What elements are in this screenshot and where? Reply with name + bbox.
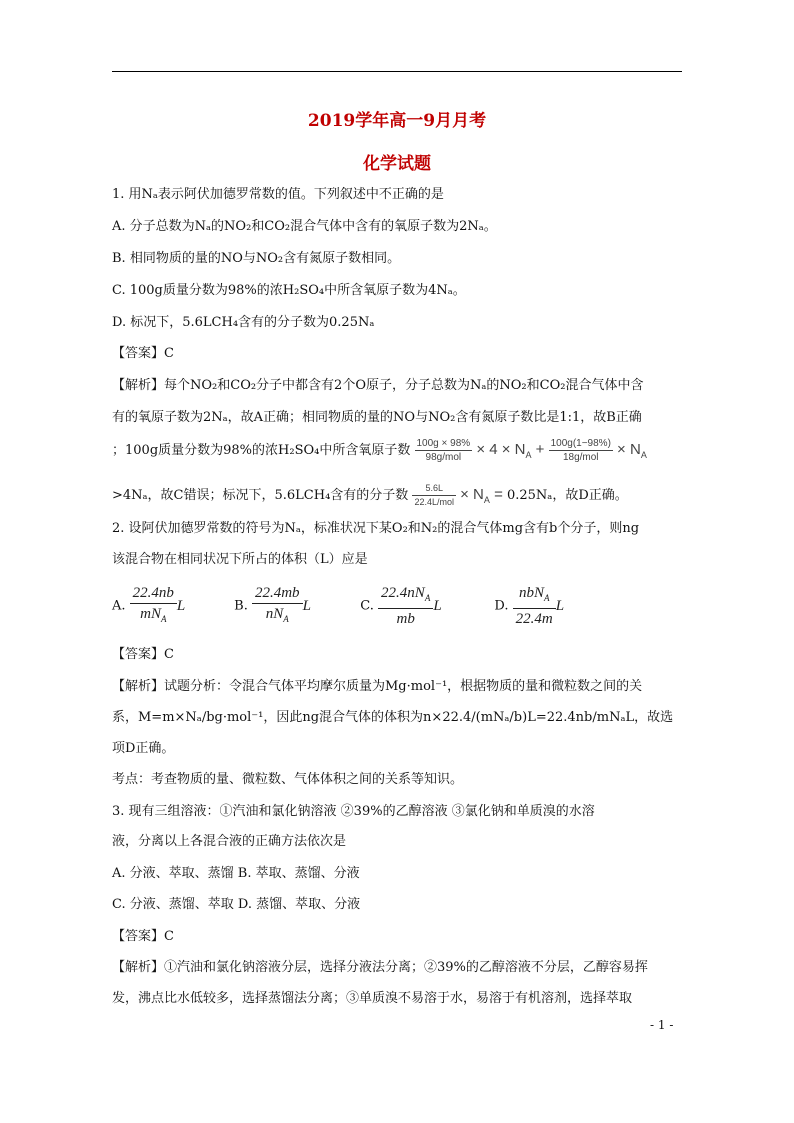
page-number: - 1 - xyxy=(650,1018,674,1032)
q1-stem: 1. 用Nₐ表示阿伏加德罗常数的值。下列叙述中不正确的是 xyxy=(112,187,444,202)
option-fraction xyxy=(378,583,433,629)
q1-analysis-4-end: 0.25Nₐ，故D正确。 xyxy=(506,488,628,503)
q2-analysis-line-3: 项D正确。 xyxy=(112,741,175,756)
option-label: B. xyxy=(234,598,248,614)
fraction-denominator xyxy=(252,604,303,629)
option-unit: L xyxy=(176,598,186,614)
q1-analysis-line-1: 【解析】每个NO₂和CO₂分子中都含有2个O原子，分子总数为Nₐ的NO₂和CO₂混合气体中含 xyxy=(112,378,644,393)
fraction-numerator: 5.6L xyxy=(412,482,456,496)
fraction-text: 22.4nN xyxy=(381,585,425,601)
fraction-sub: A xyxy=(160,614,167,624)
q2-analysis-line-1: 【解析】试题分析：令混合气体平均摩尔质量为Mg·mol⁻¹，根据物质的量和微粒数之间的关 xyxy=(112,679,643,694)
option-unit: L xyxy=(433,598,442,614)
q2-option-c xyxy=(360,583,490,629)
q1-option-b: B. 相同物质的量的NO与NO₂含有氮原子数相同。 xyxy=(112,251,401,266)
formula-tail xyxy=(617,441,647,458)
fraction-oxygen-water xyxy=(549,437,613,464)
equals-sign: = xyxy=(494,486,503,503)
formula-tail xyxy=(460,486,503,503)
q2-option-d xyxy=(494,583,604,629)
fraction-numerator: 22.4mb xyxy=(252,583,303,604)
fraction-numerator: 22.4nb xyxy=(130,583,177,604)
option-fraction xyxy=(513,583,556,629)
q3-answer: 【答案】C xyxy=(112,929,174,944)
fraction-denominator: 98g/mol xyxy=(425,452,462,463)
fraction-text: nbN xyxy=(518,585,544,601)
fraction-oxygen-h2so4 xyxy=(415,437,473,464)
fraction-denominator xyxy=(130,604,177,629)
q2-options-row xyxy=(112,583,604,627)
q1-option-a: A. 分子总数为Nₐ的NO₂和CO₂混合气体中含有的氧原子数为2Nₐ。 xyxy=(112,219,497,234)
formula-multiplier xyxy=(476,441,531,458)
fraction-text: nN xyxy=(265,606,284,622)
q2-option-a xyxy=(112,583,230,629)
formula-sub: A xyxy=(640,450,647,460)
q1-analysis-4-text: >4Nₐ，故C错误；标况下，5.6LCH₄含有的分子数 xyxy=(112,488,409,503)
fraction-denominator: mb xyxy=(396,611,415,627)
q3-analysis-line-2: 发，沸点比水低较多，选择蒸馏法分离；③单质溴不易溶于水，易溶于有机溶剂，选择萃取 xyxy=(112,991,633,1006)
fraction-methane xyxy=(412,482,456,509)
q1-answer: 【答案】C xyxy=(112,346,174,361)
formula-sub: A xyxy=(483,495,490,505)
q2-stem-line-2: 该混合物在相同状况下所占的体积（L）应是 xyxy=(112,552,368,567)
q1-option-d: D. 标况下，5.6LCH₄含有的分子数为0.25Nₐ xyxy=(112,315,375,330)
formula-text: × N xyxy=(460,486,484,503)
formula-sub: A xyxy=(525,450,532,460)
q3-options-cd: C. 分液、蒸馏、萃取 D. 蒸馏、萃取、分液 xyxy=(112,897,361,912)
formula-text: × 4 × N xyxy=(476,441,526,458)
fraction-sub: A xyxy=(424,593,431,603)
q3-options-ab: A. 分液、萃取、蒸馏 B. 萃取、蒸馏、分液 xyxy=(112,866,360,881)
fraction-numerator: 100g × 98% xyxy=(416,438,471,449)
option-unit: L xyxy=(302,598,311,614)
formula-text: × N xyxy=(617,441,641,458)
page-subtitle: 化学试题 xyxy=(363,154,431,174)
option-fraction xyxy=(252,583,303,629)
fraction-denominator: 22.4L/mol xyxy=(414,497,454,507)
fraction-denominator: 22.4m xyxy=(515,611,553,627)
q3-stem-line-2: 液，分离以上各混合液的正确方法依次是 xyxy=(112,834,347,849)
q1-analysis-line-4 xyxy=(112,482,628,510)
plus-sign: + xyxy=(535,441,545,458)
option-label: A. xyxy=(112,598,126,614)
fraction-numerator xyxy=(513,583,556,609)
fraction-sub: A xyxy=(283,614,289,624)
q1-analysis-3-text: ；100g质量分数为98%的浓H₂SO₄中所含氧原子数 xyxy=(112,443,411,458)
q2-point: 考点：考查物质的量、微粒数、气体体积之间的关系等知识。 xyxy=(112,772,464,787)
option-fraction xyxy=(130,583,177,629)
q2-stem-line-1: 2. 设阿伏加德罗常数的符号为Nₐ，标准状况下某O₂和N₂的混合气体mg含有b个分子，则ng xyxy=(112,521,640,536)
q2-analysis-line-2: 系，M=m×Nₐ/bg·mol⁻¹，因此ng混合气体的体积为n×22.4/(mNₐ/b)L=22.4nb/mNₐL，故选 xyxy=(112,710,674,725)
header-rule xyxy=(112,71,682,72)
q3-analysis-line-1: 【解析】①汽油和氯化钠溶液分层，选择分液法分离；②39%的乙醇溶液不分层，乙醇容易挥 xyxy=(112,960,648,975)
fraction-denominator: 18g/mol xyxy=(562,452,599,463)
q1-analysis-line-3 xyxy=(112,437,647,465)
page-title: 2019学年高一9月月考 xyxy=(307,111,487,131)
fraction-text: mN xyxy=(140,606,161,622)
option-unit: L xyxy=(555,598,565,614)
q1-option-c: C. 100g质量分数为98%的浓H₂SO₄中所含氧原子数为4Nₐ。 xyxy=(112,283,466,298)
q2-answer: 【答案】C xyxy=(112,647,174,662)
fraction-sub: A xyxy=(543,593,550,603)
option-label: C. xyxy=(360,598,374,614)
q1-analysis-line-2: 有的氧原子数为2Nₐ，故A正确；相同物质的量的NO与NO₂含有氮原子数比是1:1，故B正确 xyxy=(112,410,642,425)
q2-option-b xyxy=(234,583,356,629)
q3-stem-line-1: 3. 现有三组溶液：①汽油和氯化钠溶液 ②39%的乙醇溶液 ③氯化钠和单质溴的水溶 xyxy=(112,804,595,819)
fraction-numerator xyxy=(378,583,433,609)
fraction-numerator: 100g(1−98%) xyxy=(550,438,611,449)
option-label: D. xyxy=(494,598,509,614)
